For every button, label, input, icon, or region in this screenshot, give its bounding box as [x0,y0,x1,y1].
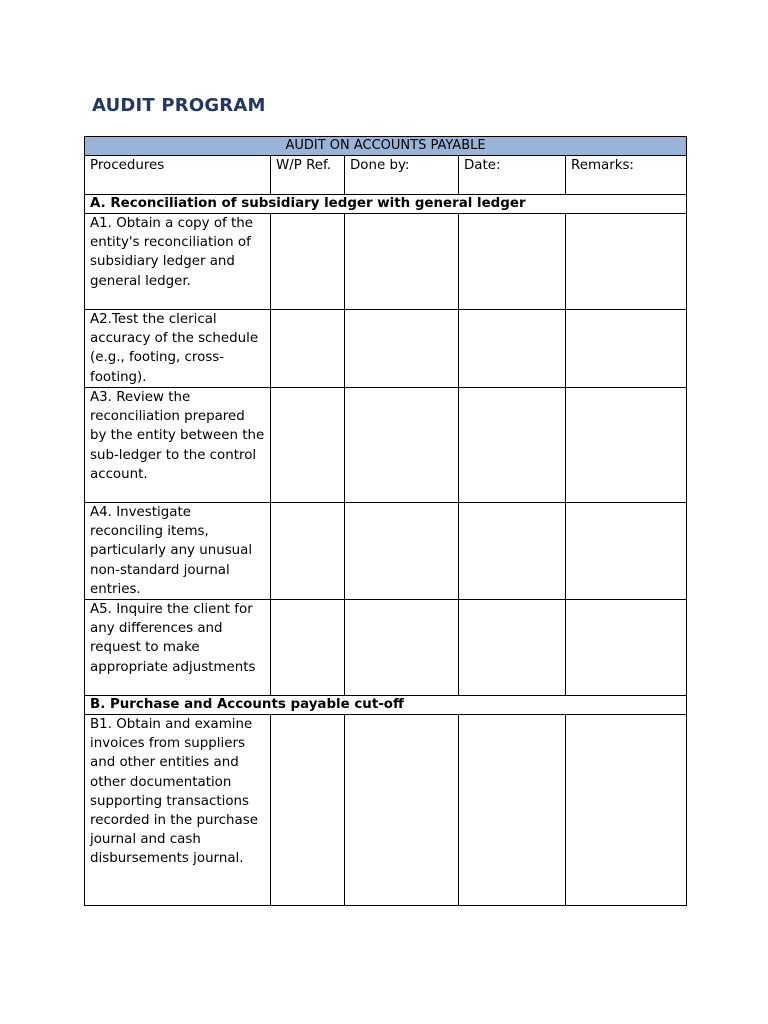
date-cell [459,600,566,696]
remarks-cell [566,214,687,310]
wp-ref-cell [271,600,345,696]
header-row [85,156,687,195]
remarks-cell [566,388,687,503]
procedure-a5: A5. Inquire the client for any differences and request to make appropriate adjustments [85,600,271,696]
date-cell [459,503,566,600]
section-row [85,696,687,715]
done-by-cell [345,715,459,906]
section-b-title: B. Purchase and Accounts payable cut-off [85,696,687,715]
section-row [85,195,687,214]
done-by-cell [345,310,459,388]
date-cell [459,310,566,388]
procedure-a2: A2.Test the clerical accuracy of the schedule (e.g., footing, cross-footing). [85,310,271,388]
table-row [85,600,687,696]
header-date: Date: [459,156,566,195]
table-banner: AUDIT ON ACCOUNTS PAYABLE [85,137,687,156]
header-wp-ref: W/P Ref. [271,156,345,195]
remarks-cell [566,310,687,388]
remarks-cell [566,503,687,600]
wp-ref-cell [271,310,345,388]
table-row [85,503,687,600]
remarks-cell [566,600,687,696]
remarks-cell [566,715,687,906]
wp-ref-cell [271,388,345,503]
wp-ref-cell [271,503,345,600]
section-a-title: A. Reconciliation of subsidiary ledger with general ledger [85,195,687,214]
wp-ref-cell [271,214,345,310]
wp-ref-cell [271,715,345,906]
date-cell [459,388,566,503]
table-row [85,214,687,310]
audit-program-table [84,136,687,906]
date-cell [459,715,566,906]
header-procedures: Procedures [85,156,271,195]
procedure-a1: A1. Obtain a copy of the entity's reconciliation of subsidiary ledger and general ledger. [85,214,271,310]
table-row [85,715,687,906]
procedure-b1: B1. Obtain and examine invoices from suppliers and other entities and other documentation supporting transactions recorded in the purchase journal and cash disbursements journal. [85,715,271,906]
table-row [85,388,687,503]
table-row [85,310,687,388]
procedure-a4: A4. Investigate reconciling items, particularly any unusual non-standard journal entries. [85,503,271,600]
done-by-cell [345,214,459,310]
done-by-cell [345,388,459,503]
date-cell [459,214,566,310]
table-banner-row [85,137,687,156]
header-done-by: Done by: [345,156,459,195]
procedure-a3: A3. Review the reconciliation prepared by the entity between the sub-ledger to the control account. [85,388,271,503]
header-remarks: Remarks: [566,156,687,195]
document-title: AUDIT PROGRAM [92,95,266,116]
done-by-cell [345,503,459,600]
done-by-cell [345,600,459,696]
